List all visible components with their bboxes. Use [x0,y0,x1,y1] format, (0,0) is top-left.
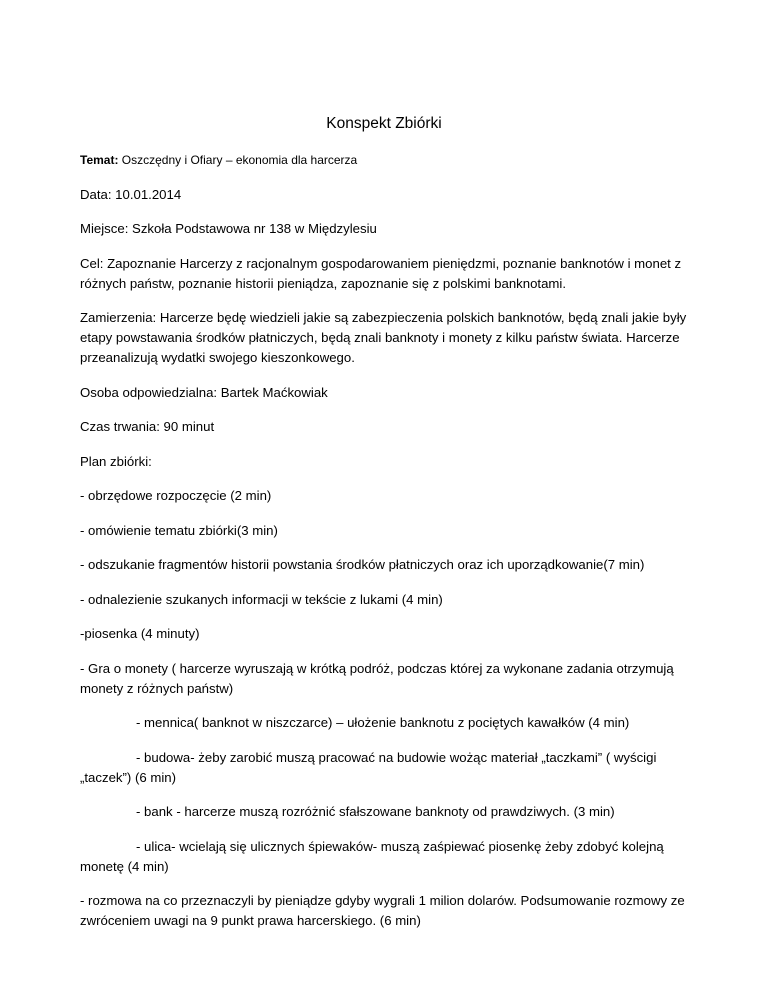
zamierzenia-paragraph: Zamierzenia: Harcerze będę wiedzieli jakie są zabezpieczenia polskich banknotów, będą znali jakie były etapy powstawania środków płatniczych, będą znali banknoty i monety z kilku państw świata. Harcerze przeanalizują wydatki swojego kieszonkowego. [80,310,687,365]
game-station-item: - mennica( banknot w niszczarce) – ułożenie banknotu z pociętych kawałków (4 min) [136,715,630,730]
plan-item: - odszukanie fragmentów historii powstania środków płatniczych oraz ich uporządkowanie(7 min) [80,557,645,572]
game-station-item: - budowa- żeby zarobić muszą pracować na budowie wożąc materiał „taczkami” ( wyścigi „taczek”) (6 min) [80,749,657,785]
plan-item: - odnalezienie szukanych informacji w tekście z lukami (4 min) [80,591,443,607]
final-plan-item: - rozmowa na co przeznaczyli by pieniądze gdyby wygrali 1 milion dolarów. Podsumowanie rozmowy ze zwróceniem uwagi na 9 punkt prawa harcerskiego. (6 min) [80,893,685,928]
data-line: Data: 10.01.2014 [80,186,182,202]
osoba-line: Osoba odpowiedzialna: Bartek Maćkowiak [80,384,328,400]
plan-item: - Gra o monety ( harcerze wyruszają w krótką podróż, podczas której za wykonane zadania otrzymują monety z różnych państw) [80,660,674,696]
document-body [80,150,692,946]
game-station-item: - ulica- wcielają się ulicznych śpiewaków- muszą zaśpiewać piosenkę żeby zdobyć kolejną monetę (4 min) [80,838,664,874]
plan-item: - obrzędowe rozpoczęcie (2 min) [80,488,272,503]
temat-line [80,150,692,170]
czas-line: Czas trwania: 90 minut [80,419,215,434]
temat-label: Temat: [80,153,119,167]
plan-item: - omówienie tematu zbiórki(3 min) [80,522,278,538]
plan-item: -piosenka (4 minuty) [80,626,200,641]
game-station-item: - bank - harcerze muszą rozróżnić sfałszowane banknoty od prawdziwych. (3 min) [136,804,615,819]
document-title: Konspekt Zbiórki [326,115,442,132]
plan-heading: Plan zbiórki: [80,453,152,469]
temat-value: Oszczędny i Ofiary – ekonomia dla harcerza [118,153,358,167]
miejsce-line: Miejsce: Szkoła Podstawowa nr 138 w Międzylesiu [80,221,377,236]
cel-paragraph: Cel: Zapoznanie Harcerzy z racjonalnym gospodarowaniem pieniędzmi, poznanie banknotów i monet z różnych państw, poznanie historii pieniądza, zapoznanie się z polskimi banknotami. [80,255,682,291]
